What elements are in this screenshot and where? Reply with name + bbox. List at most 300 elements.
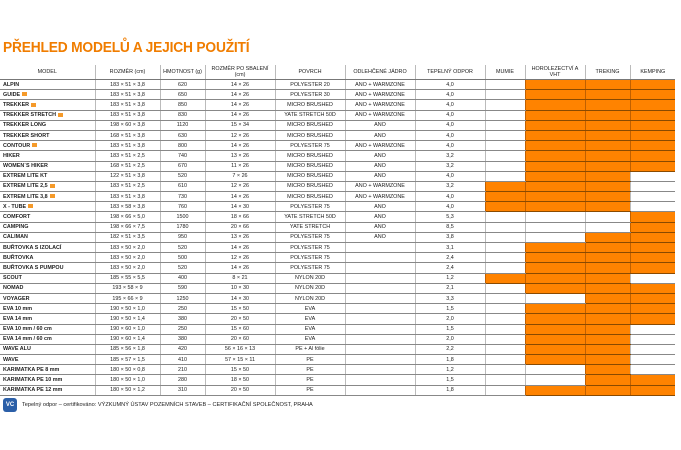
- cell-text: WAVE ALU: [3, 346, 31, 353]
- use-indicator: [525, 202, 585, 212]
- cell-text: PE: [306, 356, 314, 363]
- cell-model: [0, 375, 95, 385]
- use-indicator: [630, 90, 675, 100]
- column-header: TREKING: [585, 65, 630, 80]
- cell-text: WAVE: [3, 356, 19, 363]
- use-indicator: [630, 243, 675, 253]
- cell-text: CAMPING: [3, 224, 29, 231]
- cell-text: 195 × 66 × 9: [112, 295, 143, 302]
- cell-packed: [205, 375, 275, 385]
- use-indicator: [485, 263, 525, 273]
- use-indicator: [485, 80, 525, 90]
- use-indicator: [525, 385, 585, 395]
- cell-model: [0, 192, 95, 202]
- cell-text: 183 × 51 × 3,8: [110, 193, 145, 200]
- cell-model: [0, 304, 95, 314]
- cell-size: [95, 192, 160, 202]
- cell-weight: [160, 80, 205, 90]
- cell-text: 650: [178, 91, 187, 98]
- cell-model: [0, 110, 95, 120]
- cell-text: MICRO BRUSHED: [287, 101, 333, 108]
- cell-weight: [160, 90, 205, 100]
- cell-weight: [160, 130, 205, 140]
- use-indicator: [630, 314, 675, 324]
- cell-text: 183 × 51 × 3,8: [110, 81, 145, 88]
- use-indicator: [525, 334, 585, 344]
- cell-size: [95, 151, 160, 161]
- use-indicator: [630, 212, 675, 222]
- cell-text: 11 × 26: [231, 163, 249, 170]
- cell-core: [345, 385, 415, 395]
- cell-core: [345, 222, 415, 232]
- cell-text: MICRO BRUSHED: [287, 152, 333, 159]
- feature-badge-icon: [28, 204, 33, 208]
- use-indicator: [585, 80, 630, 90]
- cell-surface: [275, 344, 345, 354]
- cell-weight: [160, 151, 205, 161]
- use-indicator: [485, 365, 525, 375]
- use-indicator: [585, 181, 630, 191]
- cell-text: 2,4: [446, 254, 454, 261]
- cell-text: PE + Al fólie: [295, 346, 325, 353]
- cell-text: 760: [178, 203, 187, 210]
- cell-text: 8,5: [446, 224, 454, 231]
- cell-text: GUIDE: [3, 91, 21, 98]
- column-header: POVRCH: [275, 65, 345, 80]
- use-indicator: [585, 283, 630, 293]
- cell-size: [95, 130, 160, 140]
- cell-text: 183 × 51 × 3,8: [110, 142, 145, 149]
- cell-packed: [205, 273, 275, 283]
- cell-r: [415, 100, 485, 110]
- cell-text: 620: [178, 81, 187, 88]
- use-indicator: [585, 141, 630, 151]
- cell-surface: [275, 110, 345, 120]
- cell-text: 310: [178, 387, 187, 394]
- cell-text: 14 × 26: [230, 142, 250, 149]
- cell-core: [345, 283, 415, 293]
- cell-text: 190 × 60 × 1,0: [110, 326, 145, 333]
- cell-text: ANO + WARMZONE: [355, 142, 405, 149]
- cell-surface: [275, 304, 345, 314]
- cell-text: 730: [178, 193, 187, 200]
- cell-text: KARIMATKA PE 8 mm: [3, 366, 60, 373]
- table-row: [0, 263, 675, 273]
- use-indicator: [485, 232, 525, 242]
- cell-text: ANO: [374, 224, 386, 231]
- column-header: MODEL: [0, 65, 95, 80]
- cell-packed: [205, 253, 275, 263]
- use-indicator: [630, 253, 675, 263]
- cell-surface: [275, 293, 345, 303]
- use-indicator: [485, 130, 525, 140]
- cell-r: [415, 334, 485, 344]
- cell-core: [345, 365, 415, 375]
- cell-r: [415, 365, 485, 375]
- cell-text: POLYESTER 75: [290, 244, 330, 251]
- use-indicator: [525, 161, 585, 171]
- cell-core: [345, 151, 415, 161]
- cell-text: 14 × 26: [230, 264, 250, 271]
- use-indicator: [525, 130, 585, 140]
- cell-model: [0, 344, 95, 354]
- use-indicator: [485, 181, 525, 191]
- use-indicator: [585, 293, 630, 303]
- cell-size: [95, 141, 160, 151]
- cell-packed: [205, 202, 275, 212]
- cell-size: [95, 202, 160, 212]
- cell-model: [0, 293, 95, 303]
- use-indicator: [585, 212, 630, 222]
- cell-text: CALIMAN: [3, 234, 28, 241]
- cell-text: MICRO BRUSHED: [287, 132, 333, 139]
- cell-packed: [205, 100, 275, 110]
- use-indicator: [585, 355, 630, 365]
- cell-weight: [160, 263, 205, 273]
- cell-text: 3,2: [446, 163, 454, 170]
- column-header: ROZMĚR (cm): [95, 65, 160, 80]
- cell-packed: [205, 130, 275, 140]
- cell-surface: [275, 334, 345, 344]
- cell-text: 183 × 50 × 2,0: [110, 264, 145, 271]
- use-indicator: [525, 110, 585, 120]
- cell-text: 12 × 26: [230, 183, 250, 190]
- cell-text: 2,4: [446, 264, 454, 271]
- cell-text: 420: [178, 346, 187, 353]
- use-indicator: [585, 120, 630, 130]
- feature-badge-icon: [58, 113, 63, 117]
- cell-weight: [160, 192, 205, 202]
- use-indicator: [585, 171, 630, 181]
- cell-text: MICRO BRUSHED: [287, 163, 333, 170]
- use-indicator: [585, 385, 630, 395]
- use-indicator: [485, 304, 525, 314]
- use-indicator: [485, 151, 525, 161]
- cell-text: MICRO BRUSHED: [287, 193, 333, 200]
- cell-r: [415, 110, 485, 120]
- table-row: [0, 355, 675, 365]
- use-indicator: [630, 344, 675, 354]
- cell-r: [415, 304, 485, 314]
- cell-packed: [205, 141, 275, 151]
- use-indicator: [525, 243, 585, 253]
- cell-model: [0, 385, 95, 395]
- cell-text: 20 × 50: [230, 387, 250, 394]
- cell-r: [415, 355, 485, 365]
- cell-core: [345, 192, 415, 202]
- cell-text: 183 × 51 × 2,5: [110, 183, 145, 190]
- use-indicator: [630, 130, 675, 140]
- use-indicator: [485, 253, 525, 263]
- cell-model: [0, 314, 95, 324]
- cell-size: [95, 283, 160, 293]
- cell-core: [345, 202, 415, 212]
- cell-model: [0, 202, 95, 212]
- cell-r: [415, 232, 485, 242]
- cell-model: [0, 365, 95, 375]
- table-row: [0, 243, 675, 253]
- cell-surface: [275, 151, 345, 161]
- cell-text: TREKKER SHORT: [3, 132, 50, 139]
- cell-weight: [160, 202, 205, 212]
- use-indicator: [485, 385, 525, 395]
- use-indicator: [525, 375, 585, 385]
- cell-model: [0, 130, 95, 140]
- cell-weight: [160, 293, 205, 303]
- cell-packed: [205, 355, 275, 365]
- table-row: [0, 80, 675, 90]
- use-indicator: [585, 161, 630, 171]
- table-row: [0, 202, 675, 212]
- cell-text: 14 × 30: [230, 295, 250, 302]
- cell-weight: [160, 110, 205, 120]
- use-indicator: [525, 253, 585, 263]
- cell-core: [345, 293, 415, 303]
- cell-surface: [275, 263, 345, 273]
- cell-r: [415, 212, 485, 222]
- cell-text: 14 × 26: [230, 112, 250, 119]
- cell-size: [95, 161, 160, 171]
- cell-text: 20 × 66: [230, 224, 250, 231]
- cell-core: [345, 355, 415, 365]
- cell-text: 185 × 57 × 1,5: [110, 356, 145, 363]
- cell-text: 1780: [176, 224, 189, 231]
- cell-weight: [160, 375, 205, 385]
- cell-text: EVA: [304, 336, 316, 343]
- cell-text: 1,2: [446, 275, 454, 282]
- cell-packed: [205, 161, 275, 171]
- cell-r: [415, 181, 485, 191]
- cell-weight: [160, 171, 205, 181]
- cell-text: EXTREM LITE 3,8: [3, 193, 48, 200]
- cell-text: 670: [178, 163, 187, 170]
- cell-text: 4,0: [446, 81, 454, 88]
- cell-text: 183 × 51 × 3,8: [110, 91, 145, 98]
- cell-text: 10 × 30: [230, 285, 250, 292]
- cell-weight: [160, 232, 205, 242]
- cell-core: [345, 273, 415, 283]
- cell-packed: [205, 344, 275, 354]
- cell-model: [0, 222, 95, 232]
- cell-surface: [275, 365, 345, 375]
- cell-r: [415, 263, 485, 273]
- cell-packed: [205, 334, 275, 344]
- cell-core: [345, 80, 415, 90]
- cell-text: 15 × 60: [230, 326, 250, 333]
- cell-model: [0, 161, 95, 171]
- cell-packed: [205, 365, 275, 375]
- cell-packed: [205, 80, 275, 90]
- cell-text: 4,0: [446, 132, 454, 139]
- cell-text: 183 × 58 × 3,8: [110, 203, 145, 210]
- cell-text: ANO + WARMZONE: [355, 112, 405, 119]
- use-indicator: [485, 161, 525, 171]
- cell-text: MICRO BRUSHED: [287, 173, 333, 180]
- cell-surface: [275, 80, 345, 90]
- cell-size: [95, 110, 160, 120]
- cell-text: POLYESTER 30: [290, 91, 330, 98]
- cell-packed: [205, 304, 275, 314]
- use-indicator: [585, 151, 630, 161]
- cell-text: 1120: [176, 122, 189, 129]
- cell-text: ANO: [374, 234, 386, 241]
- cell-text: 57 × 15 × 11: [225, 356, 255, 363]
- cell-text: COMFORT: [3, 214, 31, 221]
- use-indicator: [485, 90, 525, 100]
- cell-size: [95, 365, 160, 375]
- cell-text: EVA 14 mm: [3, 315, 33, 322]
- use-indicator: [585, 314, 630, 324]
- cell-surface: [275, 90, 345, 100]
- cell-text: BUŘTOVKA S PUMPOU: [3, 264, 64, 271]
- cell-size: [95, 263, 160, 273]
- use-indicator: [485, 324, 525, 334]
- cell-text: 168 × 51 × 2,5: [110, 163, 145, 170]
- cell-text: 520: [178, 244, 187, 251]
- cell-model: [0, 90, 95, 100]
- use-indicator: [585, 90, 630, 100]
- use-indicator: [585, 232, 630, 242]
- use-indicator: [630, 263, 675, 273]
- cell-r: [415, 253, 485, 263]
- cell-text: 190 × 60 × 1,4: [110, 336, 145, 343]
- table-row: [0, 161, 675, 171]
- use-indicator: [525, 365, 585, 375]
- use-indicator: [630, 171, 675, 181]
- cell-size: [95, 375, 160, 385]
- cell-text: 168 × 51 × 3,8: [110, 132, 145, 139]
- cell-text: 4,0: [446, 91, 454, 98]
- cell-text: 2,1: [446, 285, 454, 292]
- cell-packed: [205, 110, 275, 120]
- cell-text: 500: [178, 254, 187, 261]
- cell-model: [0, 324, 95, 334]
- cell-text: 14 × 30: [230, 203, 250, 210]
- use-indicator: [630, 100, 675, 110]
- cell-core: [345, 171, 415, 181]
- cell-surface: [275, 181, 345, 191]
- cell-core: [345, 212, 415, 222]
- cell-text: 18 × 50: [230, 377, 250, 384]
- cell-text: 183 × 51 × 2,5: [110, 152, 145, 159]
- table-row: [0, 385, 675, 395]
- cell-surface: [275, 375, 345, 385]
- cell-text: YATE STRETCH 50D: [284, 214, 336, 221]
- cell-text: ANO: [374, 203, 386, 210]
- cell-text: 4,0: [446, 173, 454, 180]
- cell-text: 410: [178, 356, 187, 363]
- cell-size: [95, 80, 160, 90]
- table-row: [0, 171, 675, 181]
- use-indicator: [630, 334, 675, 344]
- use-indicator: [525, 314, 585, 324]
- cell-weight: [160, 181, 205, 191]
- cell-model: [0, 151, 95, 161]
- cell-text: 2,0: [446, 315, 454, 322]
- cell-text: SCOUT: [3, 275, 22, 282]
- cell-text: POLYESTER 75: [290, 254, 330, 261]
- cell-text: EXTREM LITE KT: [3, 173, 48, 180]
- cell-text: 12 × 26: [230, 132, 250, 139]
- use-indicator: [485, 375, 525, 385]
- use-indicator: [630, 202, 675, 212]
- cell-model: [0, 283, 95, 293]
- cell-text: NYLON 20D: [295, 285, 325, 292]
- cell-size: [95, 334, 160, 344]
- use-indicator: [630, 375, 675, 385]
- cell-text: WOMEN´S HIKER: [3, 163, 48, 170]
- cell-text: 180 × 50 × 1,0: [110, 377, 145, 384]
- use-indicator: [585, 304, 630, 314]
- cell-weight: [160, 273, 205, 283]
- table-row: [0, 232, 675, 242]
- cell-text: 250: [178, 305, 187, 312]
- cell-core: [345, 314, 415, 324]
- cell-text: 183 × 51 × 3,8: [110, 112, 145, 119]
- use-indicator: [485, 334, 525, 344]
- cell-text: HIKER: [3, 152, 20, 159]
- use-indicator: [630, 80, 675, 90]
- use-indicator: [630, 151, 675, 161]
- cell-text: 740: [178, 152, 187, 159]
- cell-size: [95, 232, 160, 242]
- cell-text: EVA 10 mm: [3, 305, 33, 312]
- cell-text: POLYESTER 75: [290, 203, 330, 210]
- use-indicator: [525, 344, 585, 354]
- cell-r: [415, 151, 485, 161]
- cell-weight: [160, 355, 205, 365]
- cell-text: ANO: [374, 214, 386, 221]
- cell-text: 183 × 50 × 2,0: [110, 254, 145, 261]
- cell-text: 1,5: [446, 305, 454, 312]
- use-indicator: [630, 181, 675, 191]
- cell-model: [0, 100, 95, 110]
- cell-text: 4,0: [446, 122, 454, 129]
- cell-text: 4,0: [446, 193, 454, 200]
- cell-text: 400: [178, 275, 187, 282]
- table-row: [0, 324, 675, 334]
- cell-size: [95, 243, 160, 253]
- use-indicator: [485, 293, 525, 303]
- certification-logo: VC: [3, 398, 17, 412]
- cell-text: 183 × 51 × 3,8: [110, 101, 145, 108]
- cell-packed: [205, 385, 275, 395]
- cell-surface: [275, 202, 345, 212]
- cell-text: NOMAD: [3, 285, 24, 292]
- cell-r: [415, 90, 485, 100]
- cell-size: [95, 304, 160, 314]
- use-indicator: [585, 344, 630, 354]
- cell-packed: [205, 181, 275, 191]
- cell-r: [415, 192, 485, 202]
- cell-surface: [275, 171, 345, 181]
- cell-size: [95, 324, 160, 334]
- cell-weight: [160, 314, 205, 324]
- use-indicator: [585, 375, 630, 385]
- cell-packed: [205, 263, 275, 273]
- table-row: [0, 100, 675, 110]
- cell-packed: [205, 222, 275, 232]
- use-indicator: [485, 355, 525, 365]
- cell-surface: [275, 385, 345, 395]
- cell-text: 185 × 55 × 5,5: [110, 275, 145, 282]
- use-indicator: [525, 181, 585, 191]
- use-indicator: [525, 192, 585, 202]
- cell-size: [95, 293, 160, 303]
- cell-size: [95, 222, 160, 232]
- use-indicator: [630, 141, 675, 151]
- cell-packed: [205, 192, 275, 202]
